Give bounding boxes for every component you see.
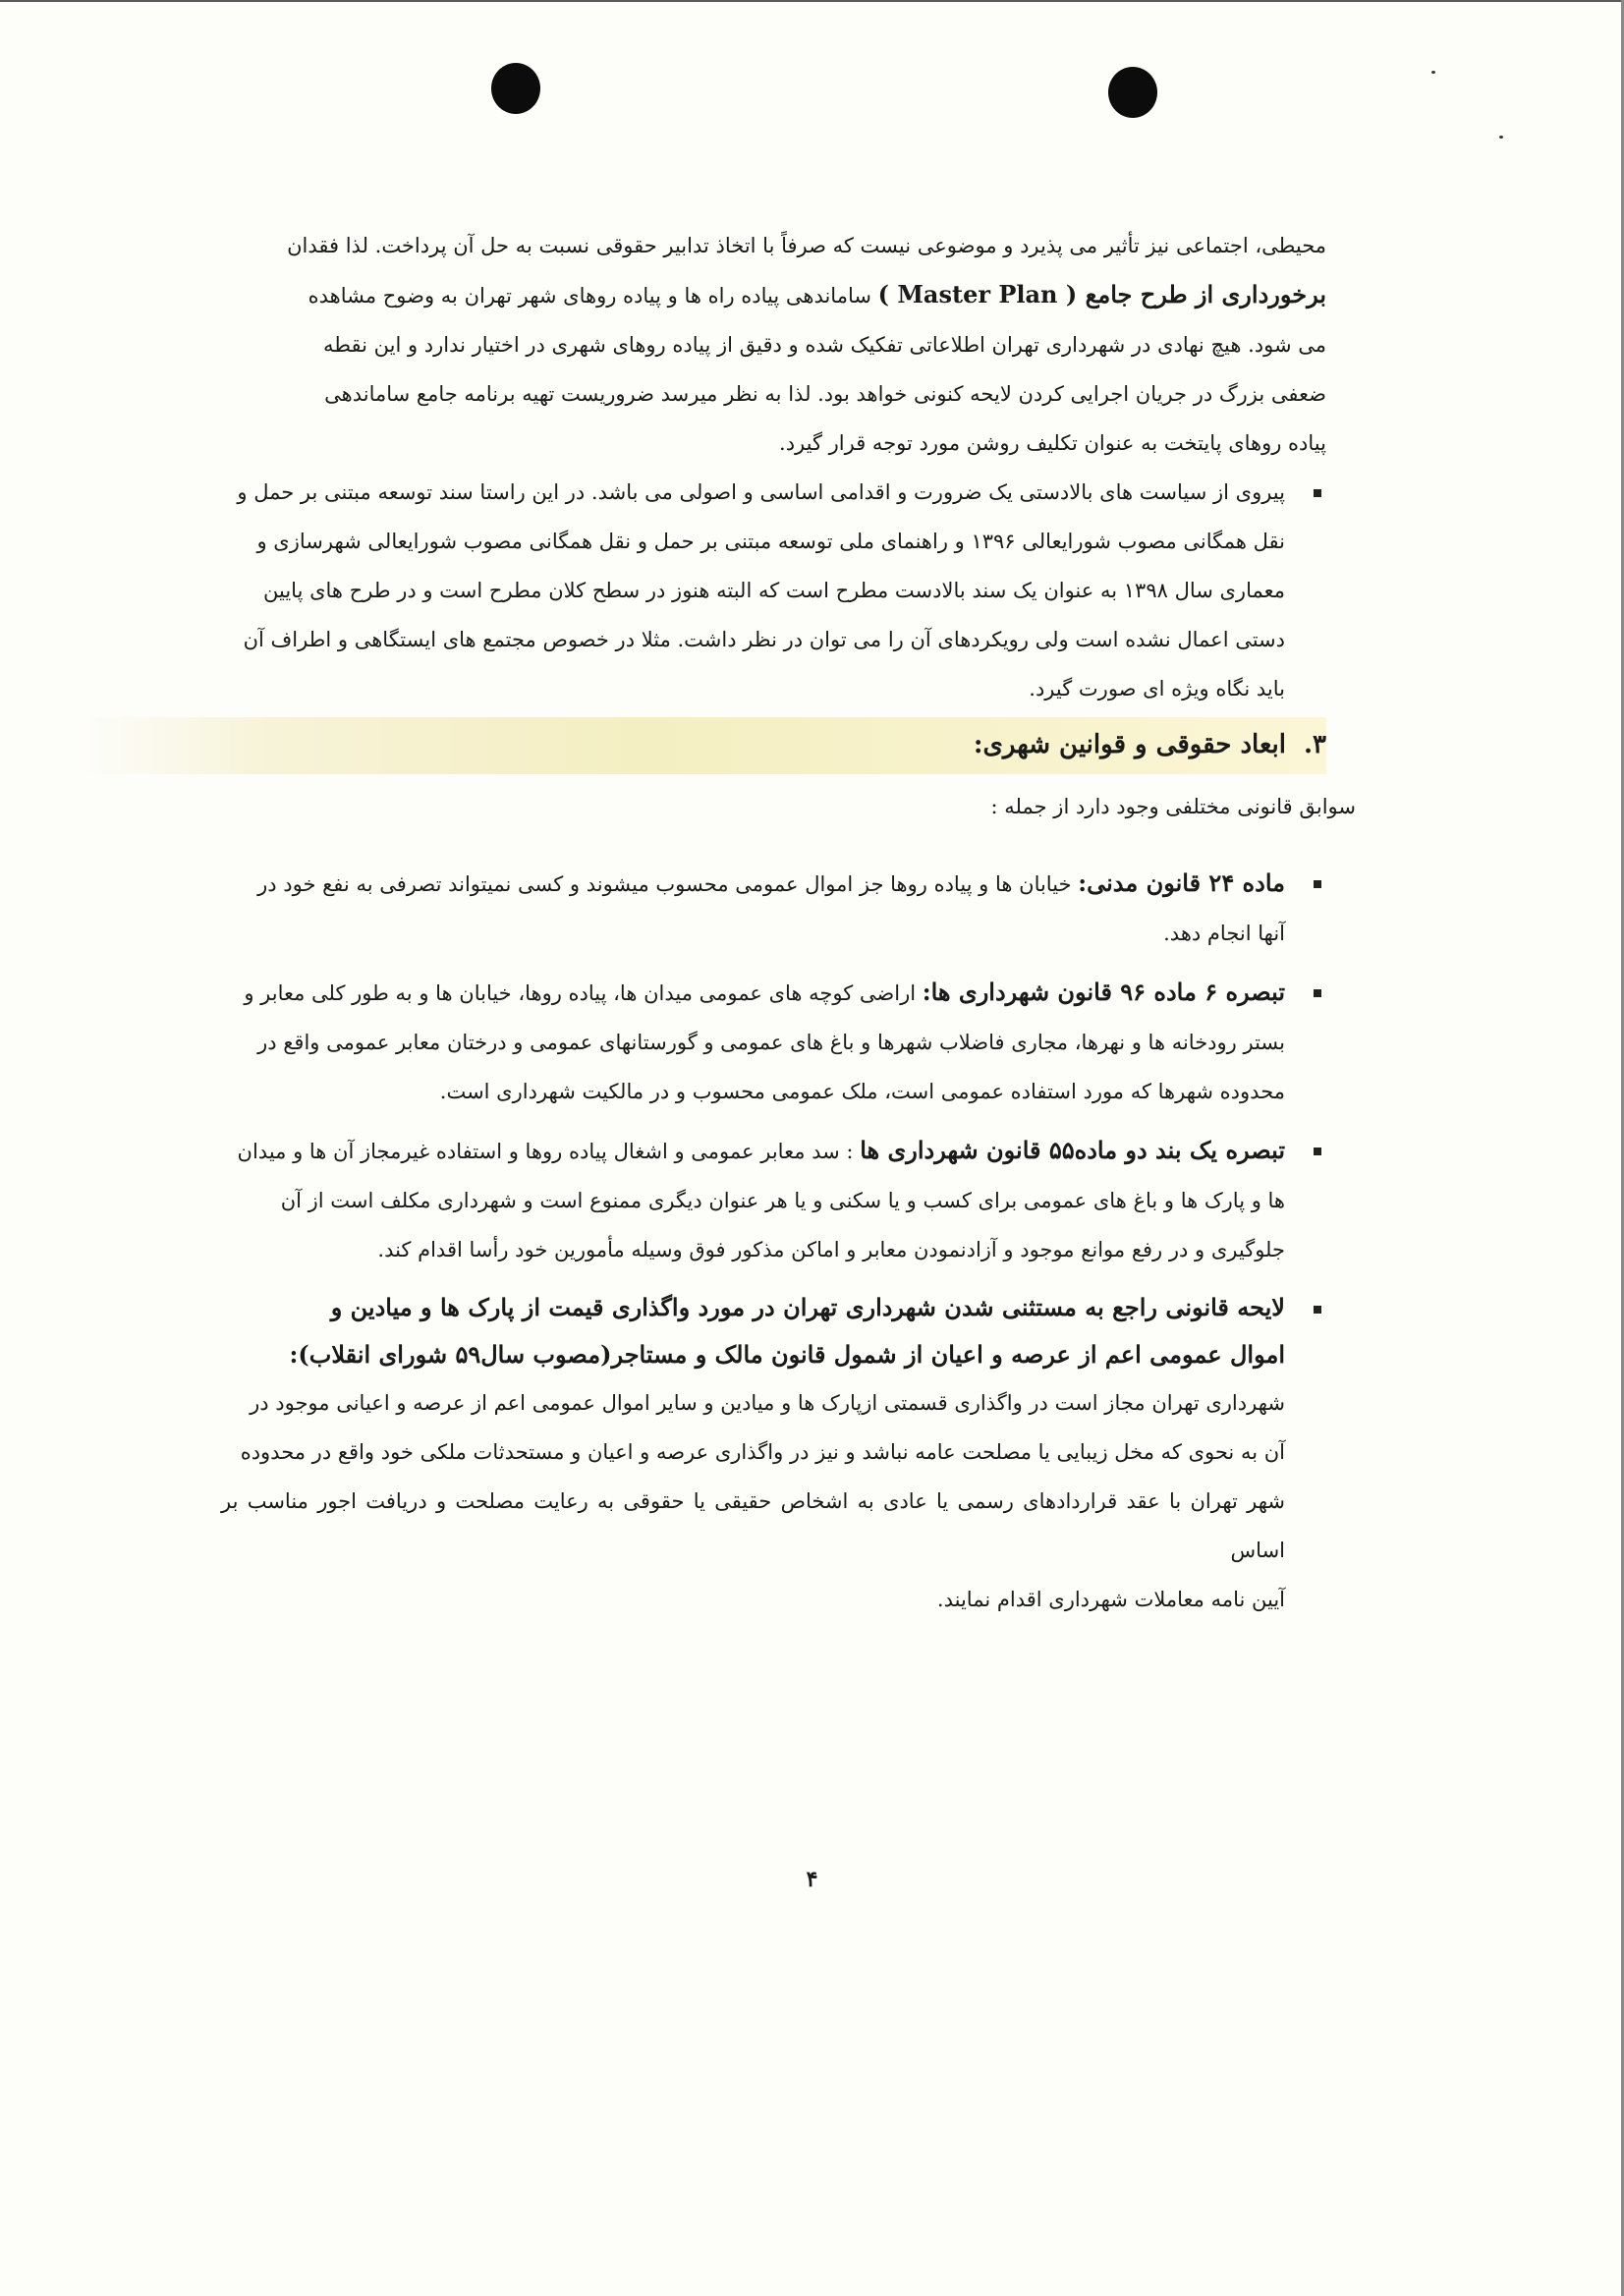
bullet-icon xyxy=(1314,880,1321,888)
section-heading xyxy=(84,717,1326,774)
law-title: ماده ۲۴ قانون مدنی: xyxy=(1078,868,1285,897)
text-span: : سد معابر عمومی و اشغال پیاده روها و استفاده غیرمجاز آن ها و میدان xyxy=(237,1140,854,1163)
text-span: اراضی کوچه های عمومی میدان ها، پیاده روها، خیابان ها و به طور کلی معابر و xyxy=(244,981,917,1005)
text-line: دستی اعمال نشده است ولی رویکردهای آن را می توان در نظر داشت. مثلا در خصوص مجتمع های ایستگاهی و اطراف آن xyxy=(243,628,1285,651)
text-line xyxy=(221,1126,1285,1176)
bullet-icon xyxy=(1314,489,1321,497)
text-line: پیاده روهای پایتخت به عنوان تکلیف روشن مورد توجه قرار گیرد. xyxy=(779,431,1326,455)
text-line: شهرداری تهران مجاز است در واگذاری قسمتی ازپارک ها و میادین و سایر اموال عمومی اعم از عرصه و اعیانی موجود در xyxy=(250,1391,1285,1415)
text-line: نقل همگانی مصوب شورایعالی ۱۳۹۶ و راهنمای ملی توسعه مبتنی بر حمل و نقل همگانی مصوب شورایعالی شهرسازی و xyxy=(256,530,1285,553)
document-body xyxy=(221,221,1356,1624)
section-heading-text xyxy=(974,725,1326,764)
bullet-bill-tehran-exemption xyxy=(221,1284,1326,1624)
text-line: محیطی، اجتماعی نیز تأثیر می پذیرد و موضوعی نیست که صرفاً با اتخاذ تدابیر حقوقی نسبت به حل آن پرداخت. لذا فقدان xyxy=(287,234,1326,257)
bullet-upstream-policies xyxy=(221,468,1326,713)
law-title: تبصره ۶ ماده ۹۶ قانون شهرداری ها: xyxy=(922,978,1285,1006)
text-span: خیابان ها و پیاده روها جز اموال عمومی محسوب میشوند و کسی نمیتواند تصرفی به نفع خود در xyxy=(257,872,1072,896)
punch-hole-right xyxy=(1108,67,1157,118)
text-line: بستر رودخانه ها و نهرها، مجاری فاضلاب شهرها و باغ های عمومی و گورستانهای عمومی و درختان معابر عمومی واقع در xyxy=(257,1031,1285,1054)
bullet-icon xyxy=(1314,1306,1321,1314)
intro-text: سوابق قانونی مختلفی وجود دارد از جمله : xyxy=(990,795,1356,818)
text-line: محدوده شهرها که مورد استفاده عمومی است، ملک عمومی محسوب و در مالکیت شهرداری است. xyxy=(439,1080,1285,1103)
text-line xyxy=(221,859,1285,909)
law-title: تبصره یک بند دو ماده۵۵ قانون شهرداری ها xyxy=(860,1136,1285,1164)
text-line: آن به نحوی که مخل زیبایی یا مصلحت عامه نباشد و نیز در واگذاری عرصه و اعیان و مستحدثات ملکی خود واقع در محدوده xyxy=(240,1440,1285,1464)
section-title: ابعاد حقوقی و قوانین شهری: xyxy=(973,730,1286,759)
bullet-icon xyxy=(1314,1148,1321,1155)
text-span: ساماندهی پیاده راه ها و پیاده روهای شهر تهران به وضوح مشاهده xyxy=(308,284,871,308)
scan-edge-top xyxy=(0,0,1624,2)
section-number: ۳. xyxy=(1303,730,1326,759)
law-title-line: اموال عمومی اعم از عرصه و اعیان از شمول قانون مالک و مستاجر(مصوب سال۵۹ شورای انقلاب): xyxy=(289,1340,1285,1369)
bullet-note-6-article-96 xyxy=(221,968,1326,1116)
bullet-icon xyxy=(1314,989,1321,997)
text-line: ها و پارک ها و باغ های عمومی برای کسب و یا سکنی و یا هر عنوان دیگری ممنوع است و شهرداری مکلف است از آن xyxy=(280,1189,1285,1212)
text-line: شهر تهران با عقد قراردادهای رسمی یا عادی به اشخاص حقیقی یا حقوقی به رعایت مصلحت و دریافت اجور مناسب بر اساس xyxy=(221,1489,1285,1562)
text-line: آیین نامه معاملات شهرداری اقدام نمایند. xyxy=(936,1588,1285,1611)
text-line: جلوگیری و در رفع موانع موجود و آزادنمودن معابر و اماکن مذکور فوق وسیله مأمورین خود رأسا اقدام کند. xyxy=(377,1238,1285,1261)
text-line: باید نگاه ویژه ای صورت گیرد. xyxy=(1029,677,1285,700)
page-number: ۴ xyxy=(806,1867,818,1892)
bullet-note-article-55 xyxy=(221,1126,1326,1274)
scan-speck xyxy=(1431,71,1435,74)
text-line: آنها انجام دهد. xyxy=(1163,922,1285,945)
text-line: معماری سال ۱۳۹۸ به عنوان یک سند بالادست مطرح است که البته هنوز در سطح کلان مطرح است و در طرح های پایین xyxy=(263,579,1285,602)
text-line xyxy=(221,270,1326,320)
text-line: می شود. هیچ نهادی در شهرداری تهران اطلاعاتی تفکیک شده و دقیق از پیاده روهای شهری در اختیار ندارد و این نقطه xyxy=(322,333,1326,357)
bold-phrase: برخورداری از طرح جامع ( Master Plan ) xyxy=(877,280,1326,308)
scan-speck xyxy=(1499,136,1503,139)
text-line: ضعفی بزرگ در جریان اجرایی کردن لایحه کنونی خواهد بود. لذا به نظر میرسد ضروریست تهیه برنامه جامع ساماندهی xyxy=(324,382,1326,406)
law-title-line: لایحه قانونی راجع به مستثنی شدن شهرداری تهران در مورد واگذاری قیمت از پارک ها و میادین و xyxy=(330,1293,1285,1321)
text-line: پیروی از سیاست های بالادستی یک ضرورت و اقدامی اساسی و اصولی می باشد. در این راستا سند توسعه مبتنی بر حمل و xyxy=(237,480,1285,504)
section-intro xyxy=(221,782,1356,831)
bullet-civil-law-24 xyxy=(221,859,1326,958)
punch-hole-left xyxy=(491,63,540,114)
paragraph-master-plan xyxy=(221,221,1326,468)
text-line xyxy=(221,968,1285,1018)
